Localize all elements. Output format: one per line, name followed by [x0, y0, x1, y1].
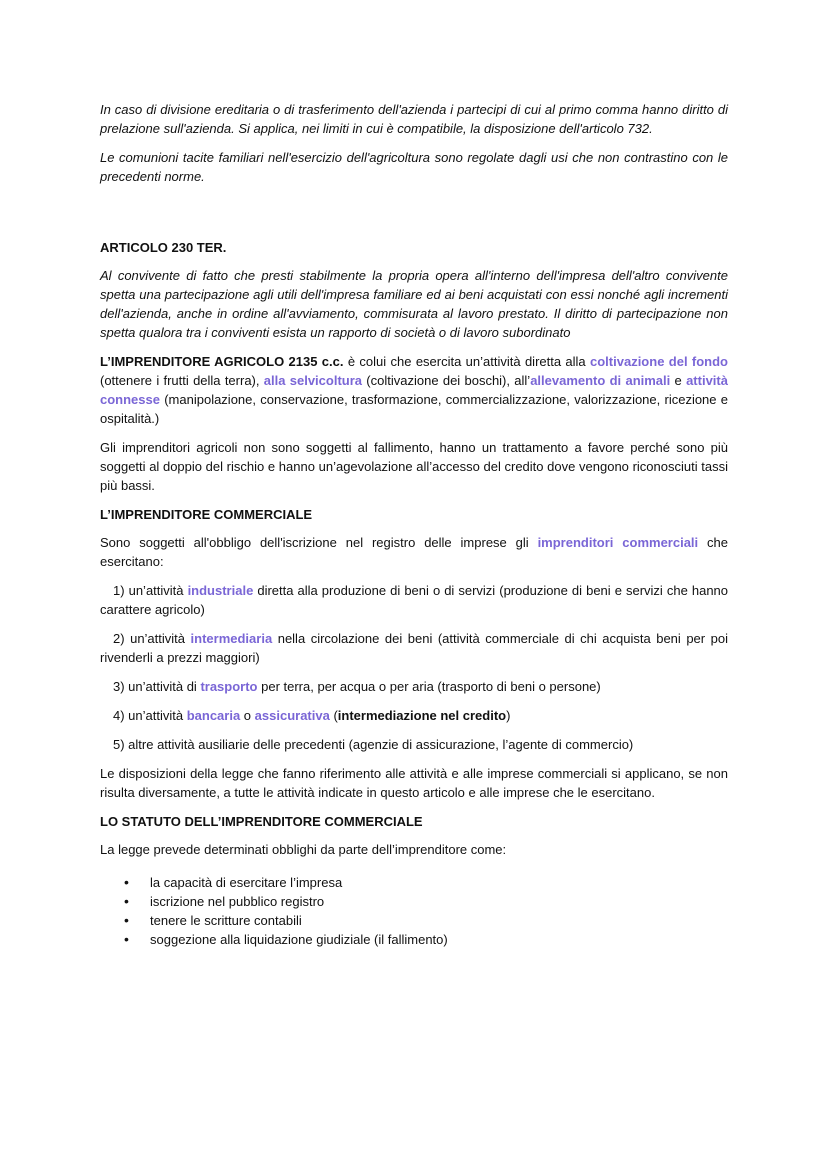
paragraph-convivente: Al convivente di fatto che presti stabilmente la propria opera all'interno dell'impresa dell'altro convivente spetta una partecipazione agli utili dell'impresa familiare ed ai beni acquistati con essi nonché agli incrementi dell'azienda, anche in ordine all'avviamento, commisurata al lavoro prestato. Il diritto di partecipazione non spetta qualora tra i conviventi esista un rapporto di società o di lavoro subordinato [100, 268, 728, 340]
highlight: coltivazione del fondo [590, 354, 728, 369]
list-item [100, 677, 728, 696]
bullet-item: • soggezione alla liquidazione giudiziale (il fallimento) [150, 930, 728, 949]
highlight: imprenditori commerciali [537, 535, 699, 550]
heading-imprenditore-commerciale: L’IMPRENDITORE COMMERCIALE [100, 507, 313, 522]
text: (coltivazione dei boschi), all’ [362, 373, 531, 388]
text: ) [506, 708, 511, 723]
text: nella circolazione dei beni (attività commerciale di chi acquista beni per poi rivenderli a prezzi maggiori) [100, 631, 728, 665]
highlight: assicurativa [254, 708, 330, 723]
list-item [100, 581, 728, 619]
heading-statuto: LO STATUTO DELL’IMPRENDITORE COMMERCIALE [100, 814, 423, 829]
highlight: attività connesse [100, 373, 728, 407]
bullet-item: • la capacità di esercitare l’impresa [150, 873, 728, 892]
highlight: allevamento di animali [530, 373, 671, 388]
text: e [670, 373, 687, 388]
heading-articolo-230-ter: ARTICOLO 230 TER. [100, 240, 227, 255]
bullet-item: • iscrizione nel pubblico registro [150, 892, 728, 911]
text: 5) altre attività ausiliarie delle precedenti (agenzie di assicurazione, l’agente di commercio) [113, 737, 634, 752]
text: o [240, 708, 255, 723]
paragraph-obblighi: La legge prevede determinati obblighi da parte dell’imprenditore come: [100, 842, 507, 857]
highlight: bancaria [186, 708, 241, 723]
bold-text: intermediazione nel credito [337, 708, 507, 723]
text: 2) un’attività [113, 631, 191, 646]
text: diretta alla produzione di beni o di servizi (produzione di beni e servizi che hanno carattere agricolo) [100, 583, 729, 617]
text: 1) un’attività [113, 583, 188, 598]
highlight: industriale [187, 583, 254, 598]
paragraph-disposizioni: Le disposizioni della legge che fanno riferimento alle attività e alle imprese commerciali si applicano, se non risulta diversamente, a tutte le attività indicate in questo articolo e alle imprese che le esercitano. [100, 766, 728, 800]
highlight: alla selvicoltura [263, 373, 363, 388]
document-page [100, 100, 728, 949]
list-item [100, 735, 728, 754]
term: L’IMPRENDITORE AGRICOLO 2135 c.c. [100, 354, 344, 369]
text: (ottenere i frutti della terra), [100, 373, 264, 388]
text: è colui che esercita un’attività diretta alla [343, 354, 591, 369]
paragraph-comunioni: Le comunioni tacite familiari nell'esercizio dell'agricoltura sono regolate dagli usi che non contrastino con le precedenti norme. [100, 150, 728, 184]
text: Sono soggetti all'obbligo dell'iscrizione nel registro delle imprese gli [100, 535, 538, 550]
paragraph-agricoli-fallimento: Gli imprenditori agricoli non sono soggetti al fallimento, hanno un trattamento a favore perché sono più soggetti al doppio del rischio e hanno un’agevolazione all’accesso del credito dove vengono riconosciuti tassi più bassi. [100, 440, 728, 493]
paragraph-soggetti [100, 533, 728, 571]
paragraph-divisione: In caso di divisione ereditaria o di trasferimento dell'azienda i partecipi di cui al primo comma hanno diritto di prelazione sull'azienda. Si applica, nei limiti in cui è compatibile, la disposizione dell'articolo 732. [100, 102, 728, 136]
highlight: intermediaria [190, 631, 273, 646]
paragraph-imprenditore-agricolo [100, 352, 728, 428]
text: 3) un’attività di [113, 679, 201, 694]
text: ( [329, 708, 338, 723]
bullet-list [100, 873, 728, 949]
list-item [100, 629, 728, 667]
text: 4) un’attività [113, 708, 187, 723]
text: che esercitano: [100, 535, 728, 569]
text: per terra, per acqua o per aria (trasporto di beni o persone) [257, 679, 601, 694]
highlight: trasporto [200, 679, 258, 694]
list-item [100, 706, 728, 725]
bullet-item: • tenere le scritture contabili [150, 911, 728, 930]
text: (manipolazione, conservazione, trasformazione, commercializzazione, valorizzazione, ricezione e ospitalità.) [100, 392, 728, 426]
